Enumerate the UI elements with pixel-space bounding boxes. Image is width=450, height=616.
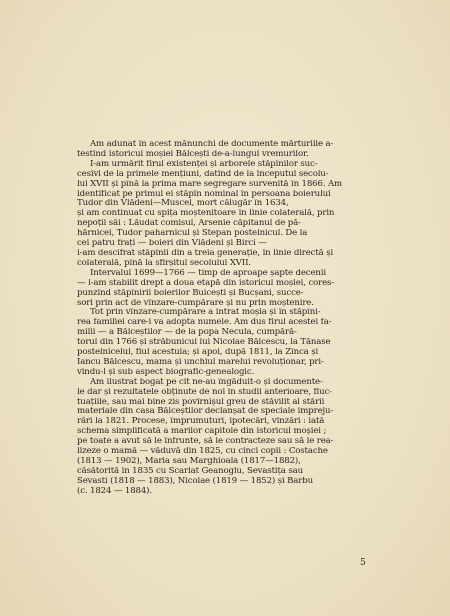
text-line: Iancu Bălcescu, mama și unchiul marelui revoluționar, pri-	[77, 357, 324, 367]
text-line: schema simplificată a marilor capitole din istoricul moșiei ;	[77, 427, 327, 437]
page-number: 5	[360, 558, 366, 568]
text-line: Am adunat în acest mănunchi de documente mărturiile a-	[90, 140, 334, 149]
text-line: postelnicelul, fiul acestuia; și apoi, după 1811, la Zinca și	[77, 348, 319, 358]
text-line: Sevasti (1818 — 1883), Nicolae (1819 — 1852) și Barbu	[77, 476, 313, 486]
text-line: — l-am stabilit drept a doua etapă din istoricul moșiei, cores-	[77, 278, 335, 288]
text-line: le dar și rezultatele obținute de noi în studii anterioare, fluc-	[77, 387, 332, 397]
paragraph-3	[77, 308, 377, 377]
text-line: și am continuat cu spița moștenitoare în linie colaterală, prin	[77, 209, 335, 219]
text-line: cei patru frați — boieri din Vlădeni și Birci —	[77, 239, 267, 249]
paragraph-2	[77, 269, 377, 309]
text-line: lizeze o mamă — văduvă din 1825, cu cinci copii : Costache	[77, 447, 328, 457]
text-line: Intervalul 1699—1766 — timp de aproape șapte decenii	[90, 268, 326, 278]
paragraph-4	[77, 378, 377, 497]
text-line: nepoții săi : Lăudat comisul, Arsenie căpitanul de pă-	[77, 219, 301, 229]
text-line: cesivi de la primele mențiuni, datînd de la începutul secolu-	[77, 169, 329, 179]
text-line: milii — a Bălceștilor — de la popa Necula, cumpără-	[77, 328, 297, 338]
text-line: colaterală, pînă la sfîrșitul secolului XVII.	[77, 258, 251, 268]
text-line: rări la 1821. Procese, împrumuturi, ipotecări, vînzări : iată	[77, 417, 325, 427]
text-line: pe toate a avut să le înfrunte, să le contracteze sau să le rea-	[77, 437, 334, 447]
body-text	[77, 140, 377, 497]
text-line: sori prin act de vînzare-cumpărare și nu prin moștenire.	[77, 298, 314, 308]
text-line: testînd istoricul moșiei Bălcești de-a-lungul vremurilor.	[77, 149, 309, 159]
text-line: materiale din casa Bălceștilor declanșat de speciale impreju-	[77, 407, 334, 417]
text-line: I-am urmărit firul existenței și arborele stăpînilor suc-	[90, 159, 318, 169]
text-line: identificat pe primul ei stăpîn nominal în persoana boierului	[77, 189, 331, 199]
text-line: căsătorită în 1835 cu Scarlat Geanoglu, Sevastița sau	[77, 466, 303, 476]
text-line: (1813 — 1902), Maria sau Marghioala (1817—1882),	[77, 457, 301, 466]
text-line: Tot prin vînzare-cumpărare a intrat moșia și în stăpîni-	[90, 308, 321, 318]
text-line: hărnicei, Tudor paharnicul și Stepan postelnicul. De la	[77, 229, 308, 239]
text-line: (c. 1824 — 1884).	[77, 486, 152, 496]
paragraph-1	[77, 140, 377, 269]
text-line: vindu-l și sub aspect biografic-genealogic.	[77, 367, 255, 377]
text-line: tuațiile, sau mai bine zis povîrnișul greu de stăvilit al stării	[77, 397, 325, 407]
text-line: punzînd stăpînirii boierilor Buicești și Bucșani, succe-	[77, 288, 304, 298]
text-line: rea familiei care-i va adopta numele. Am dus firul acestei fa-	[77, 318, 332, 328]
text-line: Tudor din Vlădeni—Muscel, mort călugăr în 1634,	[77, 199, 289, 209]
text-line: torul din 1766 și străbunicul lui Nicolae Bălcescu, la Tănase	[77, 338, 331, 348]
text-line: lui XVII și pînă la prima mare segregare survenită în 1866. Am	[77, 179, 343, 189]
text-line: i-am descifrat stăpînii din a treia generație, în linie directă și	[77, 248, 334, 258]
text-line: Am ilustrat bogat pe cît ne-au îngăduit-o și documente-	[90, 377, 323, 387]
